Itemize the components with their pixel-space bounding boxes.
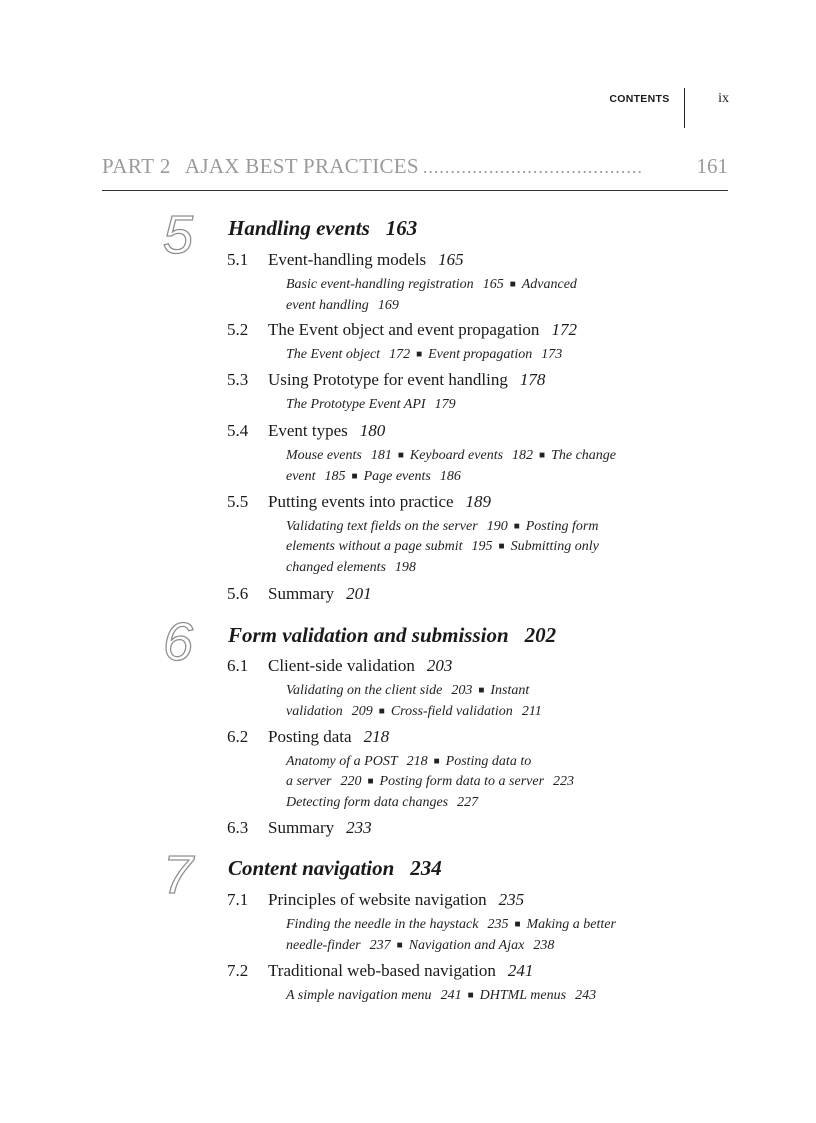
toc-section: 5.6 Summary 201 — [227, 584, 372, 603]
chapter-number-glyph: 5 — [163, 205, 194, 265]
toc-subsections: Finding the needle in the haystack 235 ■ Making a better — [286, 917, 616, 932]
toc-subsections: The Prototype Event API 179 — [286, 397, 456, 412]
chapter-title: Handling events 163 — [228, 216, 418, 240]
part-page-number: 161 — [696, 154, 728, 178]
toc-subsections: Validating on the client side 203 ■ Instant — [286, 683, 530, 698]
toc-subsections: a server 220 ■ Posting form data to a server 223 — [286, 774, 575, 789]
toc-subsections: Basic event-handling registration 165 ■ Advanced — [286, 277, 577, 292]
dot-leader: ........................................ — [422, 157, 643, 177]
toc-section: 5.5 Putting events into practice 189 — [227, 492, 492, 511]
part-label: PART 2 — [102, 154, 171, 178]
chapter-title: Content navigation 234 — [228, 856, 442, 880]
toc-subsections: needle-finder 237 ■ Navigation and Ajax 238 — [286, 938, 555, 953]
toc-section: 5.3 Using Prototype for event handling 178 — [227, 370, 546, 389]
toc-subsections: Anatomy of a POST 218 ■ Posting data to — [286, 754, 532, 769]
toc-subsections: changed elements 198 — [286, 560, 416, 575]
toc-section: 5.4 Event types 180 — [227, 421, 386, 440]
toc-subsections: elements without a page submit 195 ■ Submitting only — [286, 539, 599, 554]
toc-section: 5.2 The Event object and event propagation 172 — [227, 320, 577, 339]
chapter-number-glyph: 7 — [163, 845, 194, 905]
toc-subsections: event handling 169 — [286, 298, 399, 313]
toc-section: 7.1 Principles of website navigation 235 — [227, 890, 525, 909]
toc-subsections: Detecting form data changes 227 — [286, 795, 479, 810]
toc-section: 6.1 Client-side validation 203 — [227, 656, 453, 675]
toc-subsections: event 185 ■ Page events 186 — [286, 469, 461, 484]
toc-section: 6.3 Summary 233 — [227, 818, 372, 837]
toc-section: 7.2 Traditional web-based navigation 241 — [227, 961, 534, 980]
chapter-title: Form validation and submission 202 — [228, 623, 557, 647]
part-title: AJAX BEST PRACTICES — [184, 154, 419, 178]
header-divider — [684, 88, 686, 128]
running-header — [609, 88, 729, 128]
toc-section: 6.2 Posting data 218 — [227, 727, 390, 746]
toc-subsections: validation 209 ■ Cross-field validation 211 — [286, 704, 542, 719]
part-heading — [102, 154, 728, 191]
toc-subsections: A simple navigation menu 241 ■ DHTML menus 243 — [286, 988, 597, 1003]
toc-subsections: The Event object 172 ■ Event propagation 173 — [286, 347, 563, 362]
running-header-label: CONTENTS — [609, 93, 670, 105]
toc-subsections: Validating text fields on the server 190 ■ Posting form — [286, 519, 599, 534]
chapter-number-glyph: 6 — [163, 612, 194, 672]
toc-subsections: Mouse events 181 ■ Keyboard events 182 ■ The change — [286, 448, 617, 463]
page-number: ix — [718, 91, 729, 106]
toc-section: 5.1 Event-handling models 165 — [227, 250, 464, 269]
